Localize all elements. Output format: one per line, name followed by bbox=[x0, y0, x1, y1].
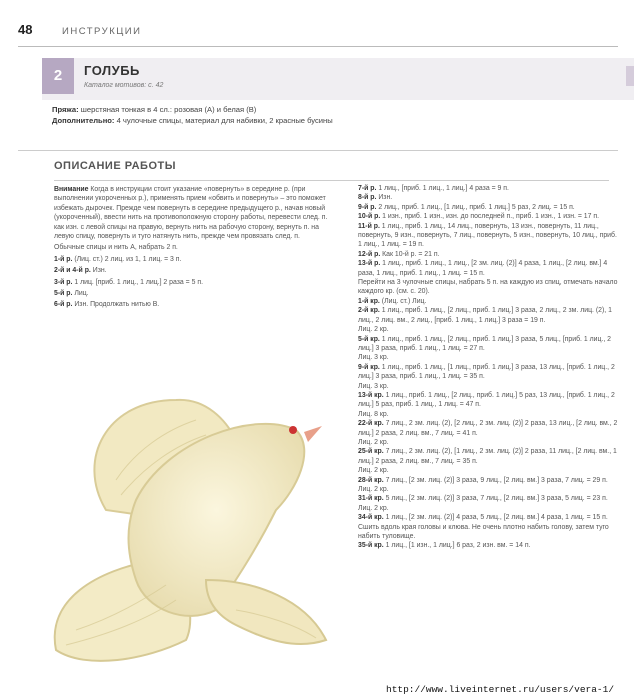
row-label: 2-й кр. bbox=[358, 307, 380, 315]
instructions-left-column bbox=[54, 185, 332, 312]
yarn-text: шерстяная тонкая в 4 сл.: розовая (А) и белая (В) bbox=[80, 105, 257, 114]
knitted-dove-photo bbox=[36, 340, 356, 670]
instruction-row bbox=[358, 476, 620, 485]
row-label: 7-й р. bbox=[358, 185, 377, 192]
row-text: Лиц. 2 кр. bbox=[358, 326, 389, 334]
row-text: Лиц. 2 кр. bbox=[358, 504, 389, 512]
source-url[interactable]: http://www.liveinternet.ru/users/vera-1/ bbox=[386, 684, 615, 695]
row-text: Лиц. 3 кр. bbox=[358, 382, 389, 390]
row-text: 7 лиц., [2 зм. лиц. (2)] 3 раза, 9 лиц., [2 лиц. вм.] 3 раза, 7 лиц. = 29 п. bbox=[385, 476, 608, 484]
row-label: 25-й кр. bbox=[358, 448, 384, 456]
instructions-right-column bbox=[358, 184, 620, 551]
row-label: 9-й кр. bbox=[358, 363, 380, 371]
page-number: 48 bbox=[18, 22, 33, 37]
row-text: 1 лиц., [1 изн., 1 лиц.] 6 раз, 2 изн. вм. = 14 п. bbox=[385, 542, 531, 550]
row-label: 9-й р. bbox=[358, 203, 377, 211]
instruction-row bbox=[358, 363, 620, 382]
row-text: Сшить вдоль края головы и клюва. Не очень плотно набить голову, затем туго набить туловище. bbox=[358, 523, 609, 541]
row-label: 2-й и 4-й р. bbox=[54, 267, 91, 275]
row-text: 1 лиц., приб. 1 лиц., [2 лиц., приб. 1 лиц.] 3 раза, 2 лиц., 2 зм. лиц. (2), 1 лиц., 2 лиц. вм., 2 лиц., [приб. 1 лиц., 1 лиц.] 3 раза = 19 п. bbox=[358, 307, 612, 324]
row-label: 13-й кр. bbox=[358, 391, 384, 399]
row-label: 5-й р. bbox=[54, 290, 73, 298]
instruction-row bbox=[358, 184, 620, 193]
row-text: 5 лиц., [2 зм. лиц. (2)] 3 раза, 7 лиц., [2 лиц. вм.] 3 раза, 5 лиц. = 23 п. bbox=[385, 495, 608, 503]
row-text: Лиц. 2 кр. bbox=[358, 438, 389, 446]
extras-label: Дополнительно: bbox=[52, 116, 115, 125]
row-text: 1 изн., приб. 1 изн., изн. до последней п., приб. 1 изн., 1 изн. = 17 п. bbox=[382, 213, 600, 221]
row-label: 3-й р. bbox=[54, 278, 73, 286]
instruction-row bbox=[54, 255, 332, 264]
dove-eye bbox=[289, 426, 297, 434]
row-label: 8-й р. bbox=[358, 194, 377, 202]
row-label: 22-й кр. bbox=[358, 420, 384, 428]
row-label: 10-й р. bbox=[358, 213, 381, 221]
instruction-row bbox=[54, 243, 332, 252]
instruction-row bbox=[358, 438, 620, 447]
header-divider bbox=[18, 46, 618, 47]
instruction-row bbox=[358, 494, 620, 503]
row-text: 1 лиц. [приб. 1 лиц., 1 лиц.] 2 раза = 5 п. bbox=[74, 278, 204, 286]
dove-lower-wing bbox=[206, 580, 326, 644]
instruction-row bbox=[54, 289, 332, 298]
dove-beak bbox=[304, 426, 322, 442]
instruction-row bbox=[358, 353, 620, 362]
row-label: 1-й кр. bbox=[358, 297, 380, 305]
pattern-number-badge: 2 bbox=[42, 58, 74, 94]
instruction-row bbox=[358, 212, 620, 221]
instruction-row bbox=[54, 300, 332, 309]
row-text: Обычные спицы и нить А, набрать 2 п. bbox=[54, 244, 178, 252]
instructions-divider bbox=[54, 180, 609, 181]
row-text: 1 лиц., [2 зм. лиц. (2)] 4 раза, 5 лиц., [2 лиц. вм.] 4 раза, 1 лиц. = 15 п. bbox=[385, 514, 608, 522]
row-text: (Лиц. ст.) 2 лиц. из 1, 1 лиц. = 3 п. bbox=[74, 255, 182, 263]
instruction-row bbox=[358, 419, 620, 438]
instruction-row bbox=[54, 266, 332, 275]
instructions-heading: ОПИСАНИЕ РАБОТЫ bbox=[54, 160, 176, 172]
row-text: Лиц. 2 кр. bbox=[358, 486, 389, 493]
section-divider bbox=[18, 150, 618, 151]
instruction-row bbox=[358, 382, 620, 391]
instruction-row bbox=[358, 485, 620, 494]
instruction-row bbox=[358, 325, 620, 334]
instruction-row bbox=[358, 250, 620, 259]
materials-block bbox=[52, 104, 333, 126]
row-label: 12-й р. bbox=[358, 250, 381, 258]
instruction-row bbox=[358, 513, 620, 522]
instruction-row bbox=[358, 222, 620, 250]
row-label: 6-й р. bbox=[54, 301, 73, 309]
row-label: 5-й кр. bbox=[358, 335, 380, 343]
row-text: 2 лиц., приб. 1 лиц., [1 лиц., приб. 1 лиц.] 5 раз, 2 лиц. = 15 п. bbox=[378, 203, 575, 211]
row-text: Изн. Продолжать нитью В. bbox=[74, 301, 160, 309]
row-text: Перейти на 3 чулочные спицы, набрать 5 п. на каждую из спиц, отмечать начало каждого кр. (см. с. 20). bbox=[358, 279, 618, 296]
instruction-row bbox=[358, 203, 620, 212]
row-text: Лиц. bbox=[74, 290, 89, 298]
row-text: 7 лиц., 2 зм. лиц. (2), [2 лиц., 2 зм. лиц. (2)] 2 раза, 13 лиц., [2 лиц. вм., 2 лиц.] 2 раза, 2 лиц. вм., 7 лиц. = 41 п. bbox=[358, 420, 618, 437]
row-text: 1 лиц., приб. 1 лиц., 14 лиц., повернуть, 13 изн., повернуть, 11 лиц., повернуть, 9 изн., повернуть, 7 лиц., повернуть, 5 изн., повернуть, 10 лиц., приб. 1 лиц., 1 лиц. = 19 п. bbox=[358, 222, 617, 249]
left-rows bbox=[54, 243, 332, 309]
instruction-row bbox=[358, 391, 620, 410]
row-label: 11-й р. bbox=[358, 222, 380, 230]
catalog-reference: Каталог мотивов: с. 42 bbox=[84, 82, 164, 89]
row-text: (Лиц. ст.) Лиц. bbox=[381, 297, 427, 305]
row-text: 1 лиц., приб. 1 лиц., [1 лиц., приб. 1 лиц.] 3 раза, 13 лиц., [приб. 1 лиц., 2 лиц.] 3 раза, приб. 1 лиц., 1 лиц. = 35 п. bbox=[358, 363, 615, 381]
note-text: Когда в инструкции стоит указание «повернуть» в середине р. (при выполнении укороченных р.), применять прием «обвить и повернуть» – это поможет избежать дырочек. Прежде чем повернуть в середине предыдущего р., начав новый (укороченный), ввести нить на противоположную сторону работы, перевести след. п. как изн. с левой спицы на правую, вернуть нить на рабочую сторону, вернуть п. на левую спицу, повернуть и туго натянуть нить, прежде чем провязать след. п. bbox=[54, 186, 328, 241]
row-text: 1 лиц., приб. 1 лиц., [2 лиц., приб. 1 лиц.] 5 раз, 13 лиц., [приб. 1 лиц., 2 лиц.] 5 раз, приб. 1 лиц., 1 лиц. = 47 п. bbox=[358, 391, 615, 409]
instruction-row bbox=[358, 466, 620, 475]
instruction-row bbox=[358, 297, 620, 306]
instruction-row bbox=[358, 541, 620, 550]
row-text: Лиц. 8 кр. bbox=[358, 410, 389, 418]
row-label: 28-й кр. bbox=[358, 476, 384, 484]
extras-text: 4 чулочные спицы, материал для набивки, 2 красные бусины bbox=[116, 116, 333, 125]
row-label: 1-й р. bbox=[54, 255, 73, 263]
note-label: Внимание bbox=[54, 186, 89, 193]
yarn-label: Пряжа: bbox=[52, 105, 79, 114]
row-text: Лиц. 3 кр. bbox=[358, 354, 389, 362]
row-label: 35-й кр. bbox=[358, 542, 384, 550]
row-text: Лиц. 2 кр. bbox=[358, 467, 389, 475]
row-label: 31-й кр. bbox=[358, 495, 384, 503]
pattern-title: ГОЛУБЬ bbox=[84, 63, 140, 78]
instruction-row bbox=[358, 523, 620, 542]
row-label: 34-й кр. bbox=[358, 514, 384, 522]
instruction-row bbox=[358, 278, 620, 297]
instruction-row bbox=[358, 306, 620, 325]
row-text: Изн. bbox=[378, 194, 393, 202]
note-paragraph bbox=[54, 185, 332, 241]
row-text: 1 лиц., приб. 1 лиц., [2 лиц., приб. 1 лиц.] 3 раза, 5 лиц., [приб. 1 лиц., 2 лиц.] 3 раза, приб. 1 лиц., 1 лиц. = 27 п. bbox=[358, 335, 611, 352]
instruction-row bbox=[358, 259, 620, 278]
row-label: 13-й р. bbox=[358, 260, 381, 268]
instruction-row bbox=[358, 193, 620, 202]
instruction-row bbox=[54, 278, 332, 287]
row-text: 7 лиц., 2 зм. лиц. (2), [1 лиц., 2 зм. лиц. (2)] 2 раза, 11 лиц., [2 лиц. вм., 1 лиц.] 2 раза, 2 лиц. вм., 7 лиц. = 35 п. bbox=[358, 448, 617, 465]
row-text: Изн. bbox=[92, 267, 107, 275]
row-text: 1 лиц., приб. 1 лиц., 1 лиц., [2 зм. лиц. (2)] 4 раза, 1 лиц., [2 лиц. вм.] 4 раза, 1 лиц., приб. 1 лиц., 1 лиц. = 15 п. bbox=[358, 260, 608, 277]
instruction-row bbox=[358, 447, 620, 466]
page-edge-tab bbox=[626, 66, 634, 86]
row-text: 1 лиц., [приб. 1 лиц., 1 лиц.] 4 раза = 9 п. bbox=[378, 185, 509, 192]
instruction-row bbox=[358, 335, 620, 354]
row-text: Как 10-й р. = 21 п. bbox=[382, 250, 440, 258]
instruction-row bbox=[358, 504, 620, 513]
instruction-row bbox=[358, 410, 620, 419]
section-title: ИНСТРУКЦИИ bbox=[62, 26, 142, 37]
